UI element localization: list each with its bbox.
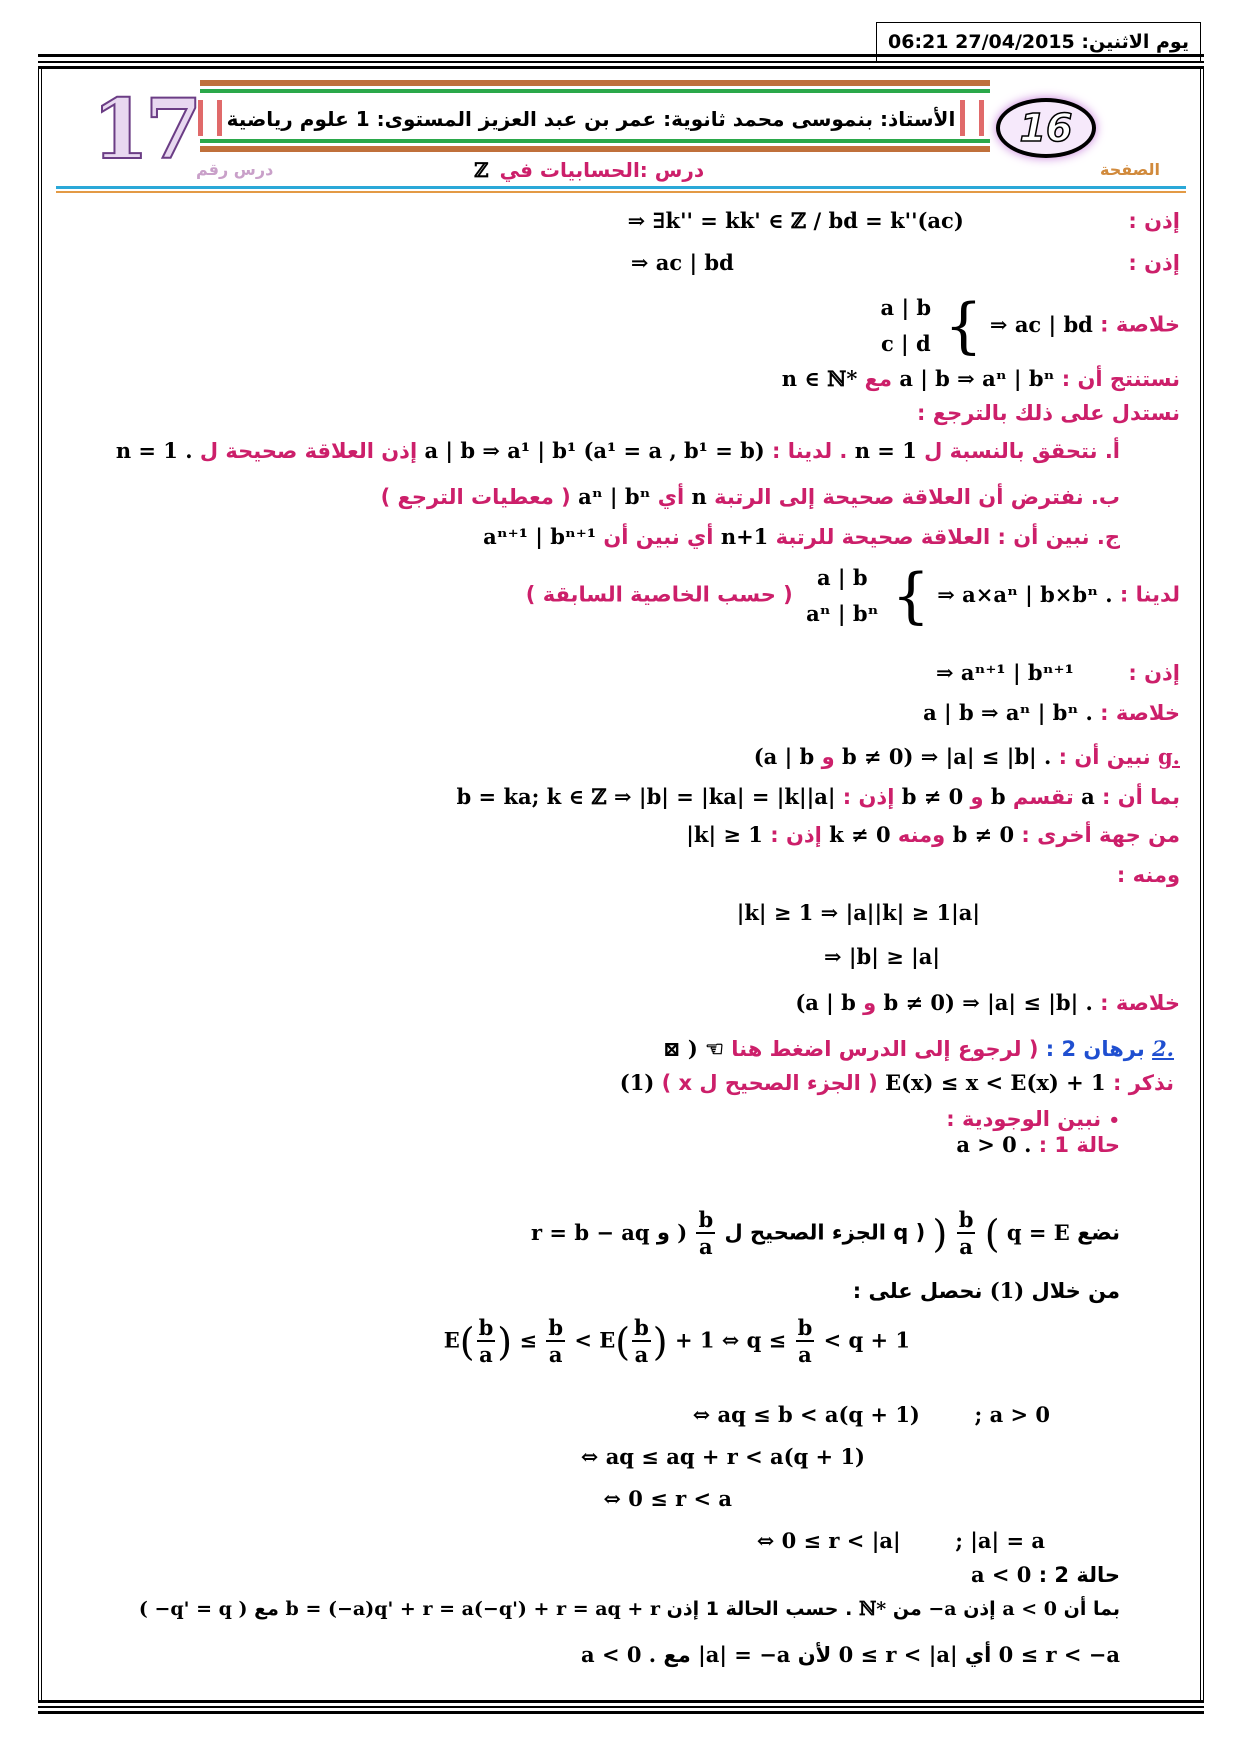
lt-E: < E — [574, 1327, 616, 1353]
fraction-1 — [477, 1316, 496, 1368]
line-8 — [483, 524, 1120, 549]
label: ب. نفترض أن العلاقة صحيحة إلى الرتبة — [714, 485, 1120, 509]
banner-stripe-bottom-green — [200, 139, 990, 143]
line-3 — [875, 290, 1180, 362]
equation-number: (1) — [619, 1070, 655, 1095]
label: نذكر : — [1112, 1071, 1174, 1095]
math: a < 0 — [970, 1562, 1032, 1587]
math-1: 0 ≤ r < −a — [998, 1642, 1120, 1667]
pointing-hand-icon[interactable]: ☜ — [705, 1036, 724, 1061]
label: إذن : — [1128, 251, 1180, 275]
text: نحصل على : — [852, 1279, 983, 1303]
paren-close: ) — [497, 1320, 513, 1364]
label: خلاصة : — [1100, 701, 1180, 725]
line-13 — [457, 784, 1180, 809]
math: ⇔ 0 ≤ r < |a| — [756, 1528, 901, 1553]
line-11 — [923, 700, 1180, 725]
word-hence: ومنه — [897, 823, 946, 847]
math: b = ka; k ∈ ℤ ⇒ |b| = |ka| = |k||a| — [456, 784, 836, 809]
text: أي — [964, 1643, 992, 1667]
line-21 — [946, 1106, 1120, 1131]
label: نضع — [1077, 1220, 1120, 1245]
math: ⇒ |b| ≥ |a| — [824, 944, 940, 969]
math-3: |k| ≥ 1 — [686, 822, 763, 847]
system-bottom: c | d — [880, 331, 931, 356]
math-result: ⇒ a×aⁿ | b×bⁿ . — [937, 581, 1113, 607]
system-top: a | b — [816, 565, 868, 590]
word-with: مع — [864, 367, 892, 391]
math-a: (a | b — [795, 990, 856, 1015]
n-eq-1-end: n = 1 . — [115, 438, 193, 463]
word-divides: تقسم — [1012, 785, 1074, 809]
equation-number: (1) — [989, 1278, 1025, 1303]
label: أ. نتحقق بالنسبة ل — [924, 439, 1120, 463]
text: من خلال — [1031, 1279, 1120, 1303]
line-9 — [526, 560, 1180, 632]
back-to-lesson-link[interactable]: ( لرجوع إلى الدرس اضغط هنا — [731, 1037, 1039, 1061]
system-bottom: aⁿ | bⁿ — [806, 601, 879, 626]
page-number: 17 — [92, 82, 199, 178]
banner-title: الأستاذ: بنموسى محمد ثانوية: عمر بن عبد العزيز المستوى: 1 علوم رياضية — [226, 107, 956, 131]
line-26 — [693, 1402, 1050, 1427]
text: مع — [663, 1643, 691, 1667]
label: بما أن : — [1102, 785, 1180, 809]
paren-open: ( — [615, 1320, 631, 1364]
label: ومنه : — [1116, 863, 1180, 887]
math-2: 0 ≤ r < |a| — [838, 1642, 958, 1667]
leq: ≤ — [519, 1327, 538, 1353]
lt-q1: < q + 1 — [823, 1327, 910, 1353]
denominator: a — [548, 1342, 563, 1367]
top-rule — [38, 54, 1204, 57]
text: نستدل على ذلك بالترجع : — [917, 401, 1180, 425]
line-29 — [757, 1528, 1045, 1553]
line-28 — [603, 1486, 732, 1511]
note: ( q الجزء الصحيح ل — [724, 1220, 926, 1245]
line-25 — [444, 1316, 910, 1368]
math: aⁿ | bⁿ — [578, 484, 651, 509]
line-12 — [754, 744, 1180, 769]
text: نبين الوجودية : — [946, 1107, 1102, 1131]
math-4: a < 0 . — [581, 1642, 657, 1667]
line-22 — [956, 1132, 1120, 1157]
system — [800, 560, 884, 632]
denominator: a — [479, 1342, 493, 1367]
text: مع — [254, 1598, 279, 1620]
bottom-rule — [38, 1700, 1204, 1703]
math-4: b = (−a)q' + r = a(−q') + r = aq + r — [285, 1598, 660, 1620]
lesson-title — [470, 158, 704, 182]
numerator: b — [548, 1315, 564, 1340]
denominator: a — [699, 1234, 713, 1259]
line-14 — [686, 822, 1180, 847]
math-a: (a | b — [753, 744, 815, 769]
paren-open: ( — [459, 1320, 475, 1364]
word-then: إذن : — [770, 823, 822, 847]
lesson-word: درس : — [639, 158, 705, 182]
math-b: b ≠ 0) ⇒ |a| ≤ |b| . — [883, 990, 1093, 1015]
word-and: و — [656, 1220, 670, 1245]
label: لدينا : — [1119, 582, 1180, 607]
math: ⇒ ∃k'' = kk' ∈ ℤ / bd = k''(ac) — [627, 208, 964, 233]
n: n — [691, 484, 707, 509]
line-20 — [620, 1070, 1174, 1095]
paren-close: ) — [652, 1320, 668, 1364]
line-2 — [631, 250, 1180, 275]
line-24 — [853, 1278, 1120, 1303]
label: برهان 2 : — [1045, 1037, 1145, 1061]
system-top: a | b — [880, 295, 932, 320]
math: a | b ⇒ a¹ | b¹ (a¹ = a , b¹ = b) — [424, 438, 765, 463]
word-and: و — [863, 991, 877, 1015]
math-2: −a — [928, 1598, 957, 1620]
math-result: ⇒ ac | bd — [989, 311, 1093, 337]
text: لأن — [797, 1643, 832, 1667]
line-23 — [531, 1208, 1120, 1260]
note: ( حسب الخاصية السابقة ) — [525, 582, 793, 607]
page-label: الصفحة — [1100, 160, 1161, 179]
line-17 — [824, 944, 940, 969]
denominator: a — [798, 1342, 812, 1367]
line-30 — [971, 1562, 1120, 1587]
var-b: b — [990, 784, 1006, 809]
lesson-title-text: الحسابيات في — [499, 158, 640, 182]
brace: } — [891, 561, 930, 631]
b-nonzero: b ≠ 0 — [901, 784, 964, 809]
bottom-rule-2 — [38, 1706, 1204, 1708]
fraction-note — [696, 1208, 715, 1260]
line-6 — [116, 438, 1120, 463]
line-32 — [581, 1642, 1120, 1667]
numerator: b — [634, 1315, 649, 1340]
text: أي نبين أن — [603, 525, 714, 549]
line-15 — [1117, 862, 1180, 887]
text: إذن العلاقة صحيحة ل — [199, 439, 418, 463]
label: إذن : — [1128, 209, 1180, 233]
math-3: |a| = −a — [698, 1642, 791, 1667]
text: بما أن — [1063, 1598, 1120, 1620]
math: a > 0 . — [956, 1132, 1032, 1157]
word-then: إذن : — [842, 785, 895, 809]
math-2: k ≠ 0 — [829, 822, 891, 847]
close-box-icon[interactable]: ⊠ ) — [662, 1036, 698, 1061]
n-plus-1: n+1 — [720, 524, 769, 549]
label: إذن : — [1128, 661, 1180, 685]
fraction-2 — [546, 1316, 565, 1368]
n-eq-1: n = 1 — [854, 438, 917, 463]
numerator: b — [797, 1315, 813, 1340]
label: ج. نبين أن : العلاقة صحيحة للرتبة — [775, 525, 1120, 549]
math: E(x) ≤ x < E(x) + 1 — [885, 1070, 1106, 1095]
banner-stripe-top — [200, 80, 990, 86]
condition: ; |a| = a — [955, 1528, 1045, 1553]
line-16 — [737, 900, 980, 925]
plus-one-equiv: + 1 ⇔ q ≤ — [674, 1327, 787, 1353]
text: من — [892, 1598, 922, 1620]
word-and: و — [821, 745, 835, 769]
line-4 — [782, 366, 1180, 391]
math-3: ℕ* — [858, 1598, 887, 1620]
r-def: r = b − aq — [531, 1219, 650, 1245]
label: نستنتج أن : — [1061, 367, 1180, 391]
word-ay: أي — [657, 485, 685, 509]
label: خلاصة : — [1100, 312, 1180, 337]
banner-stripe-bottom — [200, 146, 990, 152]
math: ⇔ aq ≤ b < a(q + 1) — [692, 1402, 920, 1427]
label: حالة 2 : — [1038, 1563, 1120, 1587]
var-a: a — [1081, 784, 1095, 809]
line-31 — [139, 1598, 1120, 1620]
math-5: ( −q' = q ) — [138, 1598, 248, 1620]
paren-close: ) — [932, 1212, 948, 1256]
numerator: b — [698, 1207, 714, 1232]
brace: } — [944, 291, 983, 361]
math: a | b ⇒ aⁿ | bⁿ — [899, 366, 1055, 391]
fraction-3 — [632, 1316, 651, 1368]
line-1 — [628, 208, 1180, 233]
header-rule-orange — [56, 191, 1186, 193]
fraction — [957, 1208, 976, 1260]
top-rule-2 — [38, 61, 1204, 63]
label: نبين أن : — [1058, 745, 1151, 769]
math-1: a < 0 — [1002, 1598, 1058, 1620]
paren-note: ) — [677, 1219, 688, 1245]
q-def: q = E — [1006, 1219, 1070, 1245]
paren-open: ( — [984, 1212, 1000, 1256]
fraction-4 — [796, 1316, 815, 1368]
label: من جهة أخرى : — [1021, 823, 1180, 847]
note: ( الجزء الصحيح ل x ) — [661, 1071, 878, 1095]
lesson-number-label: درس رقم — [196, 160, 274, 179]
word-and: و — [970, 785, 984, 809]
item-marker: g. — [1158, 744, 1180, 769]
numerator: b — [478, 1315, 494, 1340]
banner-stripe-green — [200, 89, 990, 93]
denominator: a — [959, 1234, 973, 1259]
text: . لدينا : — [772, 439, 848, 463]
lesson-number-oval: 16 — [996, 98, 1096, 158]
bottom-rule-3 — [38, 1711, 1204, 1714]
note: ( معطيات الترجع ) — [380, 485, 571, 509]
math: ⇒ ac | bd — [630, 250, 734, 275]
numerator: b — [958, 1207, 974, 1232]
math: ⇔ aq ≤ aq + r < a(q + 1) — [580, 1444, 865, 1469]
math-1: b ≠ 0 — [952, 822, 1015, 847]
date-time-box: يوم الاثنين: 27/04/2015 06:21 — [876, 22, 1201, 62]
label: حالة 1 : — [1038, 1133, 1120, 1157]
line-18 — [795, 990, 1180, 1015]
condition: n ∈ ℕ* — [781, 366, 858, 391]
line-10 — [936, 660, 1180, 685]
line-27 — [581, 1444, 865, 1469]
label: خلاصة : — [1100, 991, 1180, 1015]
math: a | b ⇒ aⁿ | bⁿ . — [923, 700, 1093, 725]
header-rule-blue — [56, 186, 1186, 189]
math: aⁿ⁺¹ | bⁿ⁺¹ — [483, 524, 597, 549]
line-5 — [917, 400, 1180, 425]
condition: ; a > 0 — [974, 1402, 1050, 1427]
text: إذن — [963, 1598, 996, 1620]
text: . حسب الحالة 1 إذن — [666, 1598, 853, 1620]
math: ⇒ aⁿ⁺¹ | bⁿ⁺¹ — [935, 660, 1074, 685]
item-marker: 2. — [1152, 1036, 1174, 1061]
math: |k| ≥ 1 ⇒ |a||k| ≥ 1|a| — [736, 900, 980, 925]
system — [875, 290, 938, 362]
math-b: b ≠ 0) ⇒ |a| ≤ |b| . — [841, 744, 1052, 769]
bullet: • — [1108, 1110, 1120, 1131]
set-integers: ℤ — [474, 158, 489, 182]
math: ⇔ 0 ≤ r < a — [603, 1486, 732, 1511]
inequality — [444, 1316, 910, 1368]
line-19 — [663, 1036, 1174, 1061]
line-7 — [381, 484, 1120, 509]
E: E — [443, 1327, 460, 1353]
denominator: a — [634, 1342, 649, 1367]
